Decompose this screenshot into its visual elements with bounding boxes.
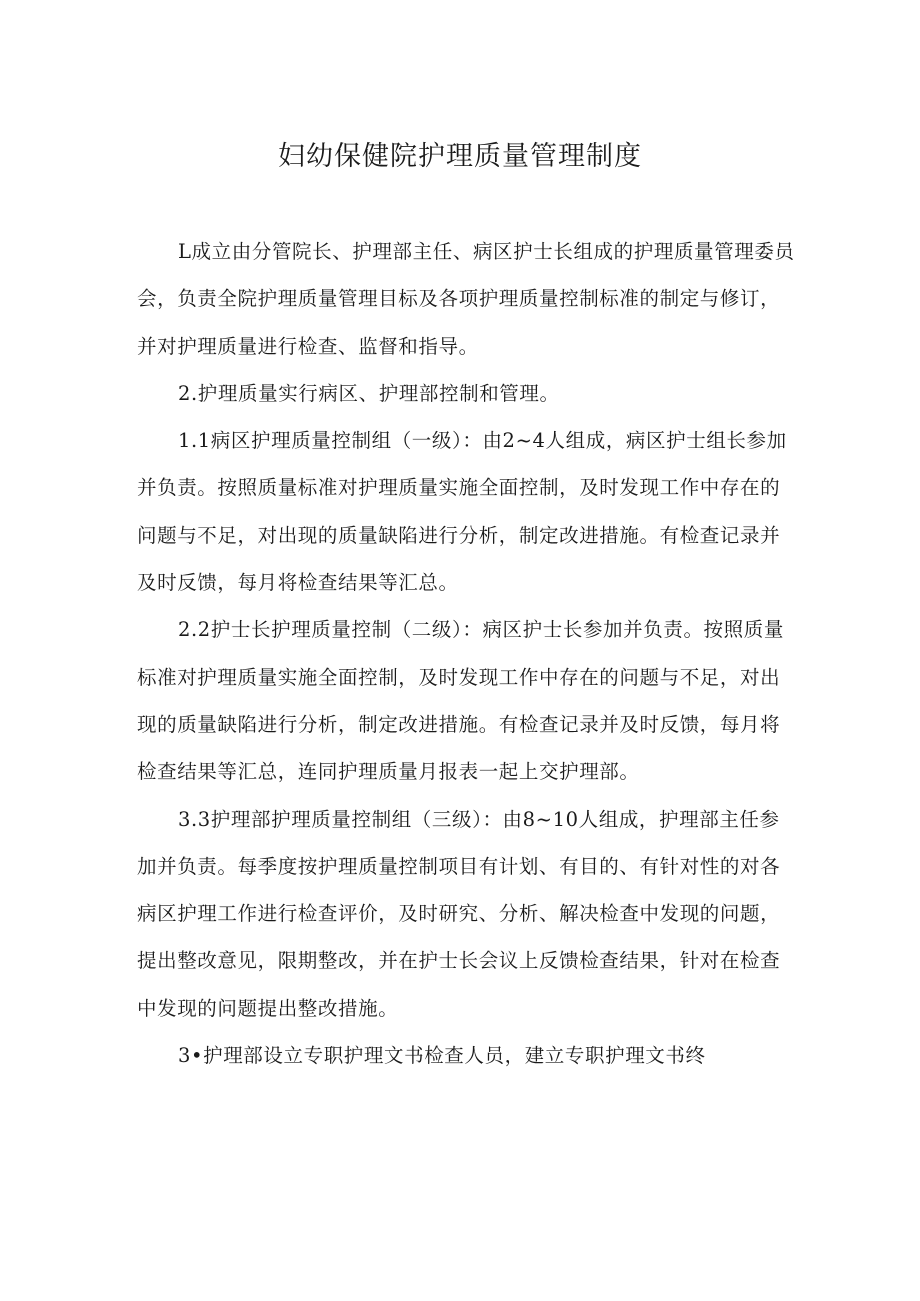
document-body [137,228,797,1079]
paragraph-1: L成立由分管院长、护理部主任、病区护士长组成的护理质量管理委员会，负责全院护理质量管理目标及各项护理质量控制标准的制定与修订，并对护理质量进行检查、监督和指导。 [137,240,795,358]
document-title: 妇幼保健院护理质量管理制度 [278,141,642,172]
paragraph-4: 2.2护士长护理质量控制（二级）：病区护士长参加并负责。按照质量标准对护理质量实施全面控制，及时发现工作中存在的问题与不足，对出现的质量缺陷进行分析，制定改进措施。有检查记录并及时反馈，每月将检查结果等汇总，连同护理质量月报表一起上交护理部。 [137,618,784,784]
paragraph-5: 3.3护理部护理质量控制组（三级）：由8~10人组成，护理部主任参加并负责。每季度按护理质量控制项目有计划、有目的、有针对性的对各病区护理工作进行检查评价，及时研究、分析、解决检查中发现的问题，提出整改意见，限期整改，并在护士长会议上反馈检查结果，针对在检查中发现的问题提出整改措施。 [137,807,781,1020]
paragraph-6: 3•护理部设立专职护理文书检查人员，建立专职护理文书终 [178,1044,706,1068]
paragraph-3: 1.1病区护理质量控制组（一级）：由2~4人组成，病区护士组长参加并负责。按照质量标准对护理质量实施全面控制，及时发现工作中存在的问题与不足，对出现的质量缺陷进行分析，制定改进措施。有检查记录并及时反馈，每月将检查结果等汇总。 [137,429,787,595]
paragraph-2: 2.护理质量实行病区、护理部控制和管理。 [178,381,560,405]
